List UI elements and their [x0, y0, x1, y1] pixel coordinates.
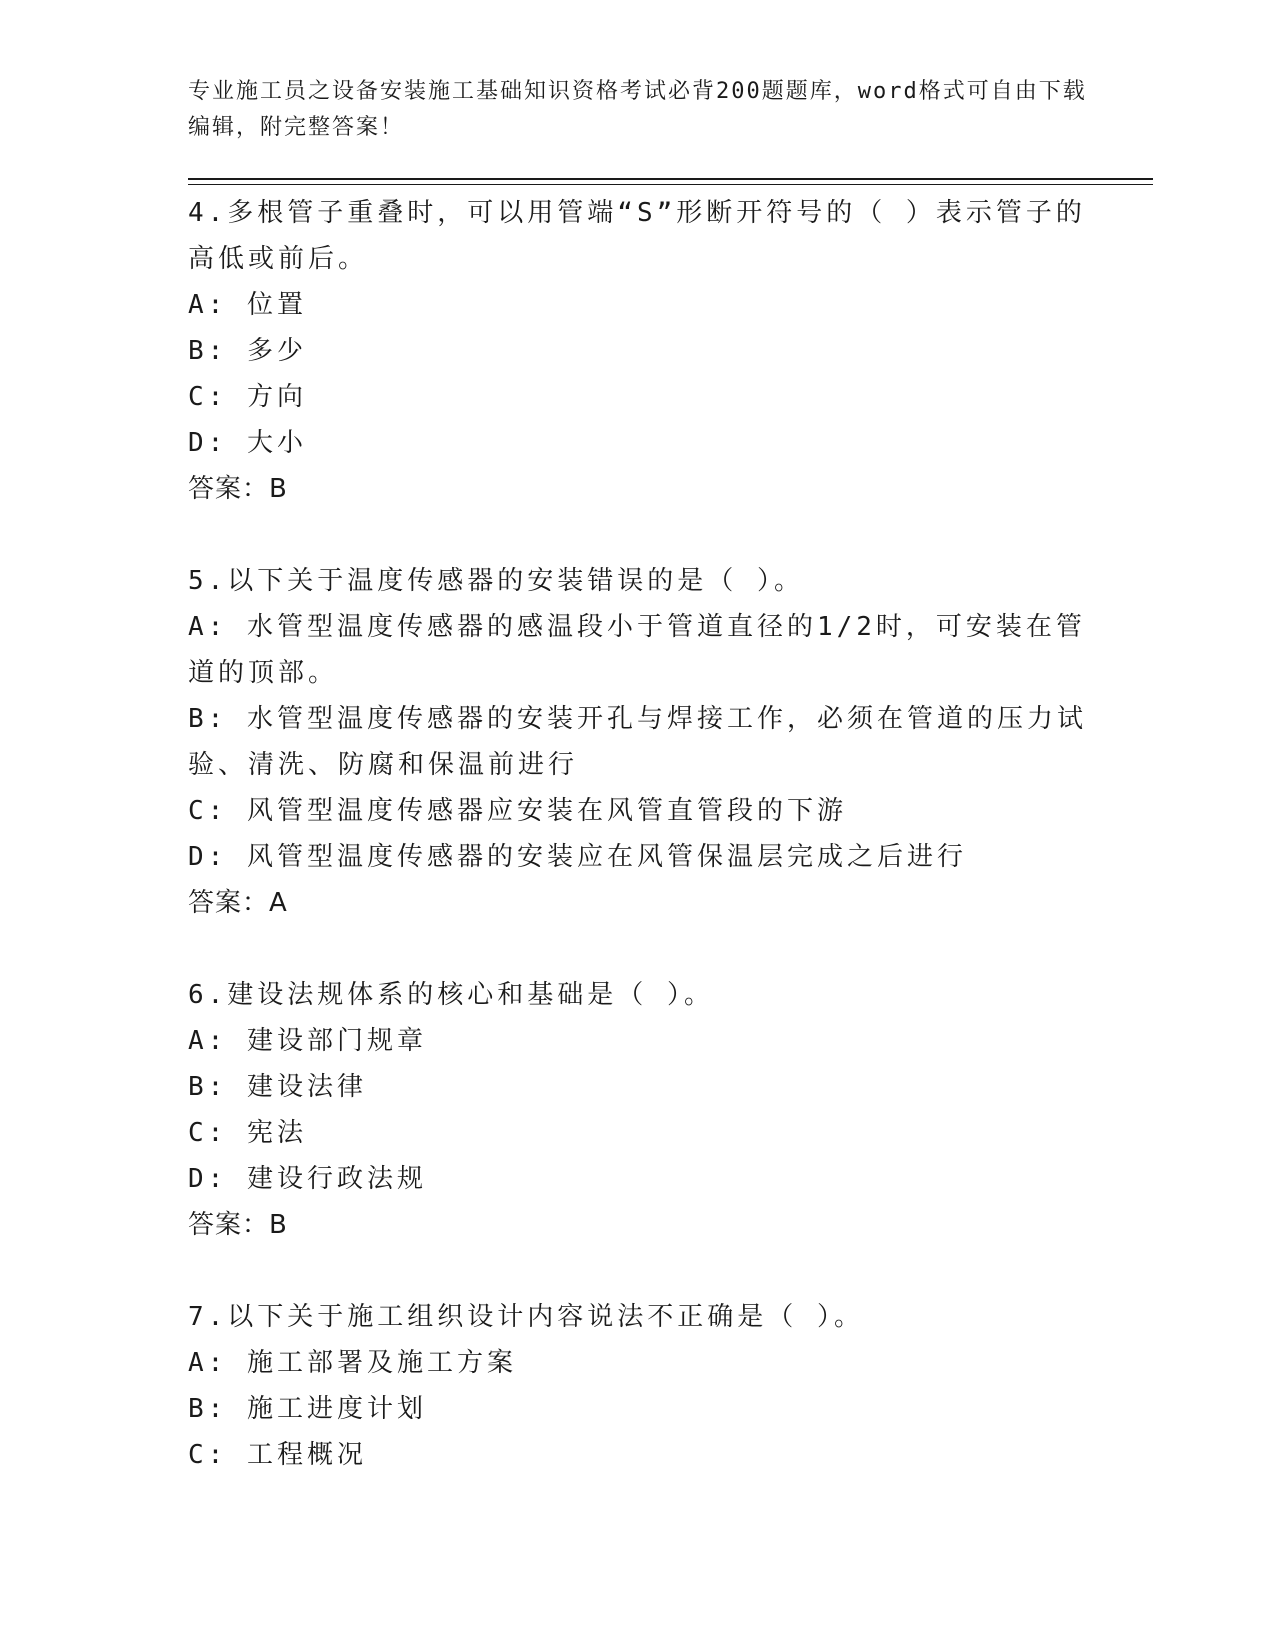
question-text: 5.以下关于温度传感器的安装错误的是（ ）。	[188, 566, 804, 596]
question-7	[188, 1294, 1088, 1478]
option-c: C: 风管型温度传感器应安装在风管直管段的下游	[188, 796, 847, 826]
option-a: A: 水管型温度传感器的感温段小于管道直径的1/2时，可安装在管道的顶部。	[188, 612, 1086, 688]
option-a: A: 位置	[188, 290, 307, 320]
header-divider-thin	[188, 184, 1153, 185]
answer-line: 答案：B	[188, 1210, 288, 1240]
option-b: B: 建设法律	[188, 1072, 367, 1102]
option-b: B: 水管型温度传感器的安装开孔与焊接工作，必须在管道的压力试验、清洗、防腐和保温前进行	[188, 704, 1087, 780]
question-list	[188, 190, 1088, 1524]
option-c: C: 宪法	[188, 1118, 307, 1148]
question-text: 7.以下关于施工组织设计内容说法不正确是（ ）。	[188, 1302, 864, 1332]
question-5	[188, 558, 1088, 926]
option-c: C: 方向	[188, 382, 307, 412]
answer-line: 答案：B	[188, 474, 288, 504]
option-c: C: 工程概况	[188, 1440, 367, 1470]
option-b: B: 多少	[188, 336, 307, 366]
option-d: D: 风管型温度传感器的安装应在风管保温层完成之后进行	[188, 842, 967, 872]
header-divider-thick	[188, 178, 1153, 180]
question-text: 6.建设法规体系的核心和基础是（ ）。	[188, 980, 714, 1010]
option-a: A: 施工部署及施工方案	[188, 1348, 517, 1378]
question-6	[188, 972, 1088, 1248]
option-d: D: 大小	[188, 428, 307, 458]
answer-line: 答案：A	[188, 888, 288, 918]
option-d: D: 建设行政法规	[188, 1164, 427, 1194]
option-a: A: 建设部门规章	[188, 1026, 427, 1056]
option-b: B: 施工进度计划	[188, 1394, 427, 1424]
question-text: 4.多根管子重叠时，可以用管端“S”形断开符号的（ ）表示管子的高低或前后。	[188, 198, 1086, 274]
document-header: 专业施工员之设备安装施工基础知识资格考试必背200题题库，word格式可自由下载编辑，附完整答案！	[188, 79, 1087, 140]
question-4	[188, 190, 1088, 512]
